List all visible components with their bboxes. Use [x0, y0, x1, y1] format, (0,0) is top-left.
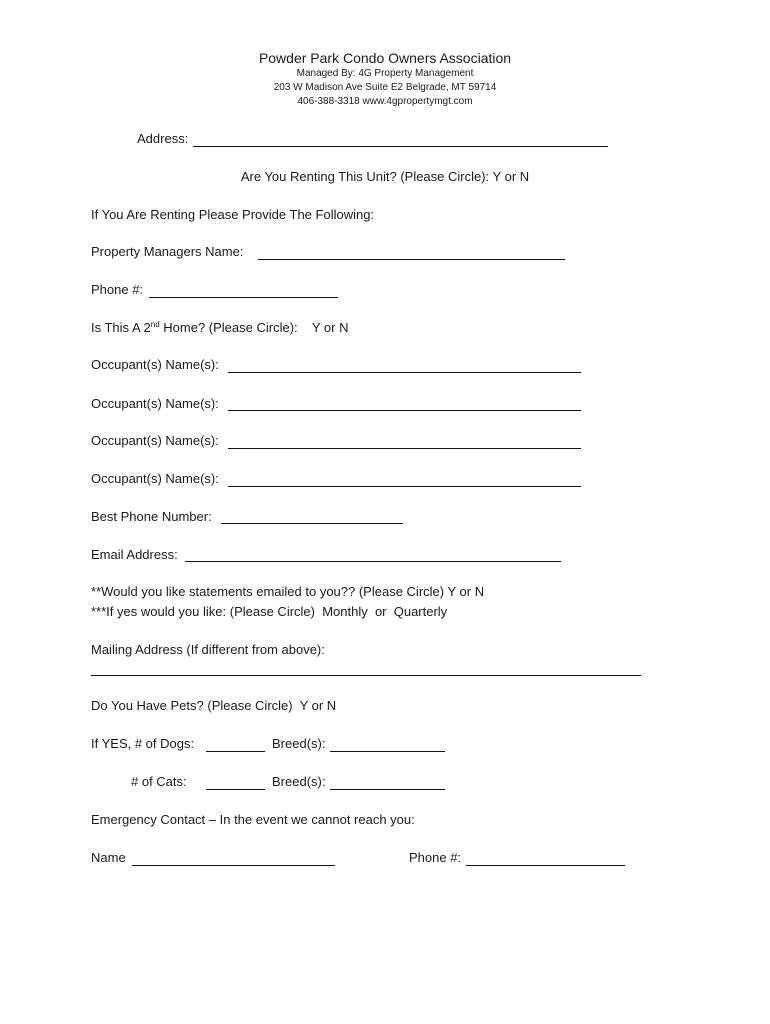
cats-label: # of Cats: [131, 774, 187, 789]
occupant-label-3: Occupant(s) Name(s): [91, 433, 219, 448]
occupant-label-4: Occupant(s) Name(s): [91, 471, 219, 486]
page-title: Powder Park Condo Owners Association [258, 50, 512, 66]
email-field[interactable] [185, 561, 561, 562]
dog-breeds-field[interactable] [330, 751, 445, 752]
best-phone-field[interactable] [221, 523, 403, 524]
mailing-address-label: Mailing Address (If different from above): [91, 642, 325, 657]
management-address: 203 W Madison Ave Suite E2 Belgrade, MT 59714 [273, 82, 497, 93]
email-label: Email Address: [91, 547, 178, 562]
phone-label: Phone #: [91, 282, 144, 297]
emergency-name-label: Name [91, 850, 126, 865]
best-phone-label: Best Phone Number: [91, 509, 212, 524]
emergency-contact-label: Emergency Contact – In the event we cannot reach you: [91, 812, 415, 827]
dog-breeds-label: Breed(s): [272, 736, 326, 751]
address-label: Address: [137, 131, 189, 146]
address-field[interactable] [193, 146, 608, 147]
property-manager-label: Property Managers Name: [91, 244, 244, 259]
pets-question: Do You Have Pets? (Please Circle) Y or N [91, 698, 337, 713]
renting-question: Are You Renting This Unit? (Please Circle): Y or N [240, 169, 530, 184]
cats-count-field[interactable] [206, 789, 265, 790]
occupant-field-1[interactable] [228, 372, 581, 373]
property-manager-field[interactable] [258, 259, 565, 260]
occupant-field-2[interactable] [228, 410, 581, 411]
second-home-question [91, 320, 348, 335]
emergency-phone-field[interactable] [466, 865, 625, 866]
emergency-name-field[interactable] [132, 865, 335, 866]
cat-breeds-label: Breed(s): [272, 774, 326, 789]
second-home-text-end: Home? (Please Circle): Y or N [159, 320, 349, 335]
dogs-label: If YES, # of Dogs: [91, 736, 195, 751]
occupant-label-1: Occupant(s) Name(s): [91, 357, 219, 372]
cat-breeds-field[interactable] [330, 789, 445, 790]
phone-field[interactable] [149, 297, 338, 298]
statements-frequency: ***If yes would you like: (Please Circle) Monthly or Quarterly [91, 604, 448, 619]
second-home-superscript: nd [150, 320, 160, 329]
management-company: Managed By: 4G Property Management [296, 68, 474, 79]
occupant-label-2: Occupant(s) Name(s): [91, 396, 219, 411]
emergency-phone-label: Phone #: [409, 850, 462, 865]
occupant-field-4[interactable] [228, 486, 581, 487]
renting-intro: If You Are Renting Please Provide The Following: [91, 207, 375, 222]
management-contact: 406-388-3318 www.4gpropertymgt.com [297, 96, 473, 107]
occupant-field-3[interactable] [228, 448, 581, 449]
mailing-address-field[interactable] [91, 675, 641, 676]
second-home-text: Is This A 2 [91, 320, 151, 335]
dogs-count-field[interactable] [206, 751, 265, 752]
statements-question: **Would you like statements emailed to you?? (Please Circle) Y or N [91, 584, 485, 599]
